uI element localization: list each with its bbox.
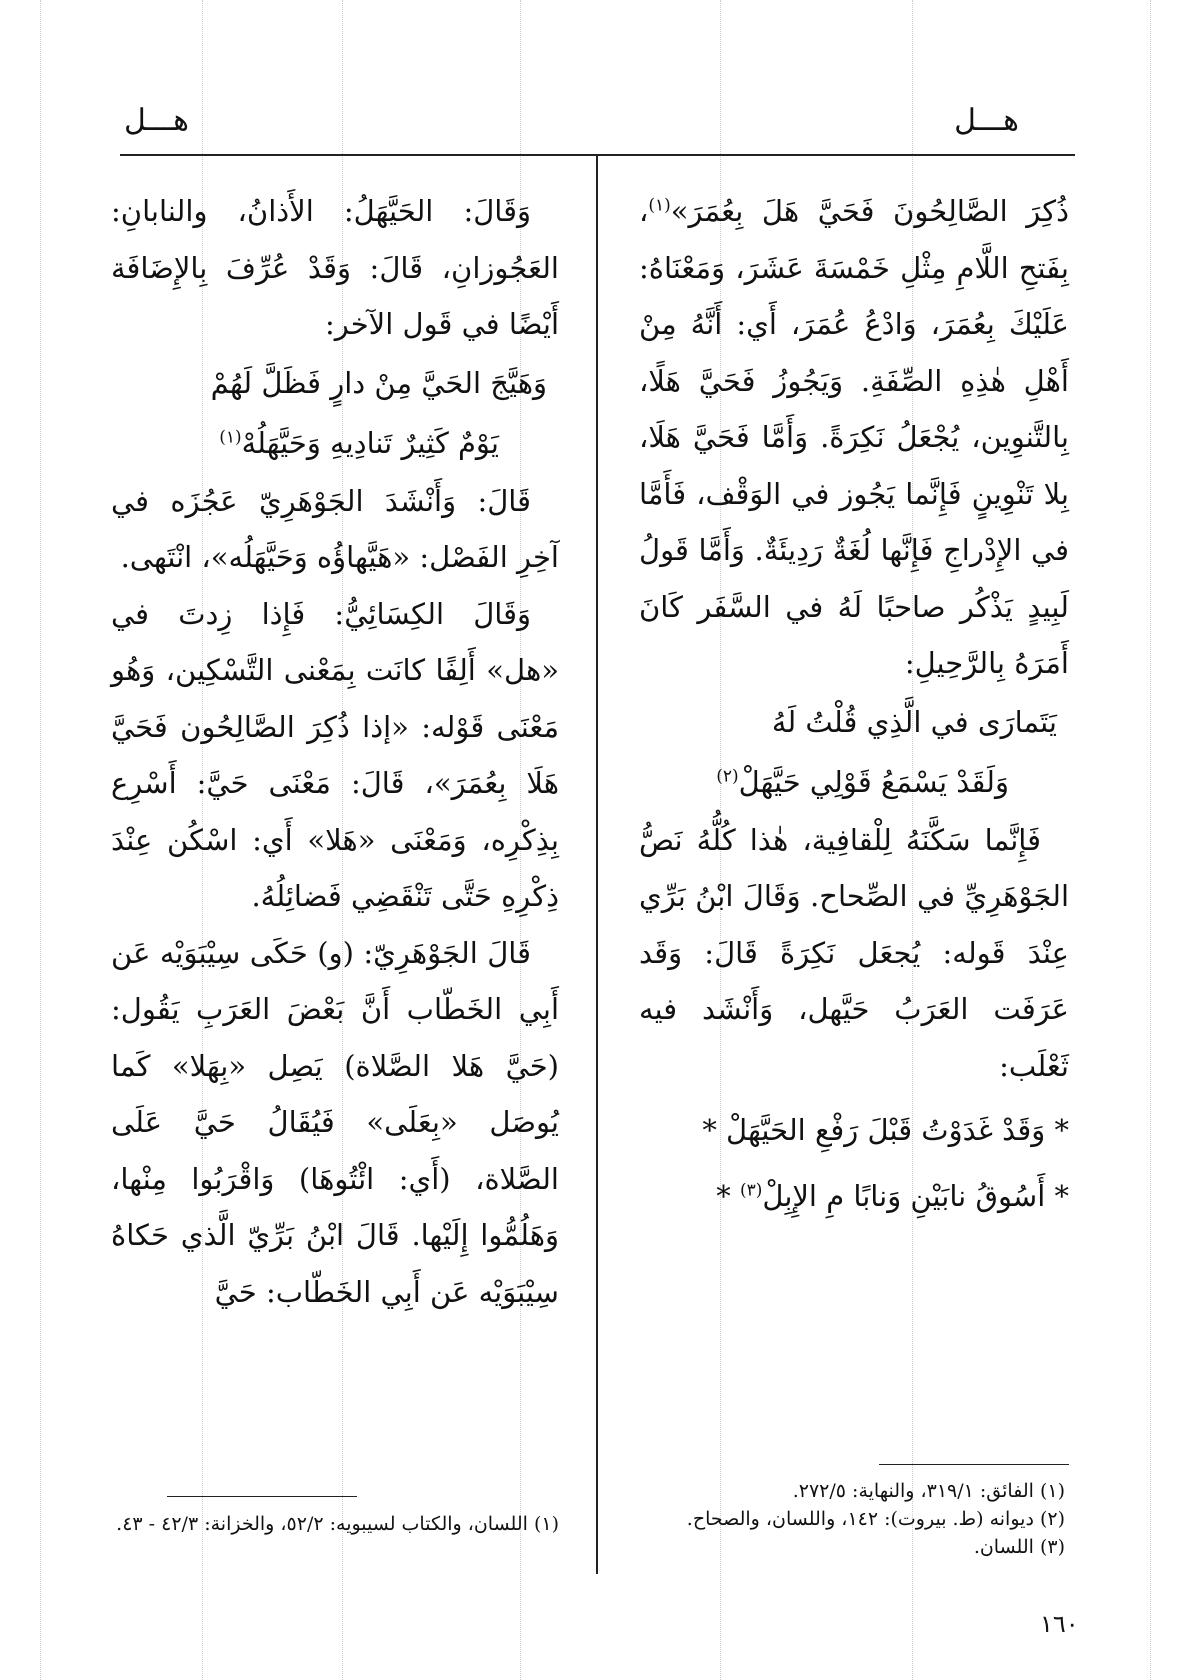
footnote-marker: (١): [219, 426, 242, 447]
footnote-marker: (٣): [739, 1180, 763, 1201]
rajaz-line: [639, 1166, 1069, 1226]
scan-grid-line: [40, 0, 41, 1680]
footnote-rule: [879, 1464, 1069, 1465]
paragraph: قَالَ: وَأَنْشَدَ الجَوْهَرِيّ عَجُزَه في آخِرِ الفَصْل: «هَيَّهاؤُه وَحَيَّهَلُه»، انْتَهى.: [111, 483, 559, 574]
paragraph: وَقَالَ: الحَيَّهَلُ: الأَذانُ، والنابانِ: العَجُوزانِ، قَالَ: وَقَدْ عُرِّفَ بِالإِضَافَة أَيْضًا في قَول الآخر:: [111, 194, 559, 341]
paragraph-text: ، بِفَتحِ اللَّامِ مِثْلِ خَمْسَةَ عَشَرَ، وَمَعْنَاهُ: عَلَيْكَ بِعُمَرَ، وَادْعُ عُمَرَ، أَي: أَنَّهُ مِنْ أَهْلِ هٰذِهِ الصِّفَةِ. وَيَجُوزُ فَحَيَّ هَلًا، بِالتَّنوِين، يُجْعَلُ نَكِرَةً. وَأَمَّا فَحَيَّ هَلَا، بِلا تَنْوِينٍ فَإِنَّما يَجُوز في الوَقْف، فَأَمَّا في الإِدْراجِ فَإِنَّها لُغَةٌ رَدِيئَةٌ. وَأَمَّا قَولُ لَبِيدٍ يَذْكُر صاحبًا لَهُ في السَّفَر كَانَ أَمَرَهُ بِالرَّحِيلِ:: [639, 194, 1069, 680]
verse-text: وَلَقَدْ يَسْمَعُ قَوْلِي حَيَّهَلْ: [738, 764, 1009, 799]
running-header-left: هـــل: [124, 103, 189, 138]
paragraph-text: ذُكِرَ الصَّالِحُونَ فَحَيَّ هَلَ بِعُمَرَ»: [670, 194, 1069, 228]
rajaz-line: * وَقَدْ غَدَوْتُ قَبْلَ رَفْعِ الحَيَّهَلْ *: [702, 1113, 1069, 1147]
running-header-right: هـــل: [954, 103, 1019, 138]
rajaz-text: * أَسُوقُ نابَيْنِ وَنابًا مِ الإِبِلْ: [762, 1179, 1069, 1213]
verse-line: وَهَيَّجَ الحَيَّ مِنْ دارٍ فَظَلَّ لَهُمْ: [210, 365, 547, 400]
verse-text: يَوْمٌ كَثِيرٌ تَنادِيهِ وَحَيَّهَلُهْ: [241, 425, 499, 460]
footnote-rule: [167, 1496, 357, 1497]
paragraph: وَقَالَ الكِسَائِيُّ: فَإِذا زِدتَ في «هل» أَلِفًا كانَت بِمَعْنى التَّسْكِين، وَهُو مَعْنَى قَوْله: «إذا ذُكِرَ الصَّالِحُون فَحَيَّ هَلَا بِعُمَرَ»، قَالَ: مَعْنَى حَيَّ: أَسْرِع بِذِكْرِه، وَمَعْنَى «هَلا» أَي: اسْكُن عِنْدَ ذِكْرِهِ حَتَّى تَنْقَضِي فَضائِلُهُ.: [111, 596, 559, 913]
verse-line: [639, 752, 1069, 812]
verse-line: [111, 413, 559, 473]
footnote: (٢) ديوانه (ط. بيروت): ١٤٢، واللسان، والصحاح.: [686, 1508, 1065, 1530]
right-column: [639, 183, 1069, 1226]
footnote: (١) الفائق: ٣١٩/١، والنهاية: ٢٧٢/٥.: [792, 1480, 1065, 1502]
paragraph: فَإِنَّما سَكَّنَهُ لِلْقافِية، هٰذا كُلُّهُ نَصُّ الجَوْهَرِيِّ في الصِّحاح. وَقَالَ ابْنُ بَرِّي عِنْدَ قَوله: يُجعَل نَكِرَةً قَالَ: وَقَد عَرَفَت العَرَبُ حَيَّهل، وَأَنْشَد فيه ثَعْلَب:: [639, 822, 1069, 1083]
footnotes-right: [635, 1477, 1065, 1561]
footnotes-left: [111, 1510, 559, 1538]
paragraph: قَالَ الجَوْهَرِيّ: (و) حَكَى سِيْبَوَيْه عَن أَبِي الخَطّاب أَنَّ بَعْضَ العَرَبِ يَقُول: (حَيَّ هَلا الصَّلاة) يَصِل «بِهَلا» كَما يُوصَل «بِعَلَى» فَيُقَالُ حَيَّ عَلَى الصَّلاة، (أَي: ائْتُوهَا) وَاقْرَبُوا مِنْها، وَهَلُمُّوا إِلَيْها. قَالَ ابْنُ بَرِّيّ الَّذي حَكاهُ سِيْبَوَيْه عَن أَبِي الخَطّاب: حَيَّ: [111, 935, 559, 1309]
footnote: (٣) اللسان.: [973, 1536, 1065, 1558]
page-number: ١٦٠: [1040, 1610, 1079, 1638]
scan-grid-line: [1150, 0, 1151, 1680]
left-column: [111, 183, 559, 1320]
rajaz-end: *: [716, 1179, 740, 1213]
column-divider: [596, 154, 598, 1574]
footnote: (١) اللسان، والكتاب لسيبويه: ٥٢/٢، والخزانة: ٤٢/٣ - ٤٣.: [116, 1513, 559, 1535]
paragraph: [639, 183, 1069, 692]
footnote-marker: (٢): [716, 765, 739, 786]
footnote-marker: (١): [648, 195, 671, 216]
verse-line: يَتَمارَى في الَّذِي قُلْتُ لَهُ: [771, 704, 1057, 739]
